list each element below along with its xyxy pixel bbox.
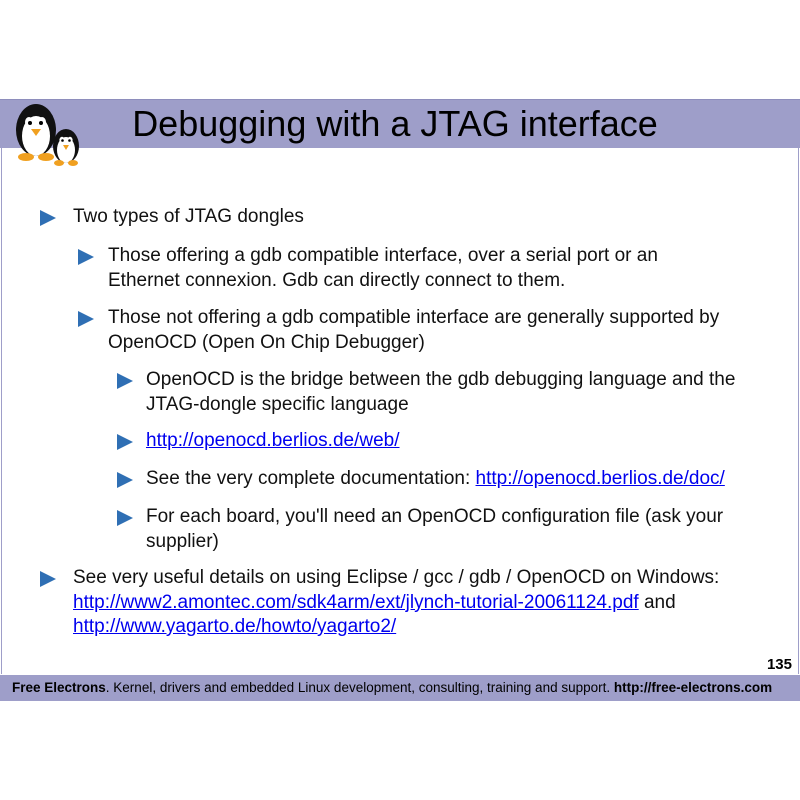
line — [73, 615, 719, 640]
bullet-eclipse-details — [73, 566, 719, 640]
line: supplier) — [146, 530, 219, 552]
slide-footer — [0, 675, 800, 701]
line — [73, 591, 719, 616]
bullet-arrow-icon — [40, 210, 56, 226]
openocd-web-link[interactable]: http://openocd.berlios.de/web/ — [146, 430, 400, 451]
bullet-arrow-icon — [40, 571, 56, 587]
line: OpenOCD (Open On Chip Debugger) — [108, 331, 425, 353]
line: Ethernet connexion. Gdb can directly connect to them. — [108, 269, 566, 291]
openocd-doc-link[interactable]: http://openocd.berlios.de/doc/ — [475, 468, 725, 489]
bullet-arrow-icon — [78, 311, 94, 327]
bullet-not-gdb-compatible — [108, 306, 719, 355]
footer-description: . Kernel, drivers and embedded Linux development, consulting, training and support. — [105, 680, 614, 695]
footer-brand: Free Electrons — [12, 680, 106, 695]
bullet-jtag-types: Two types of JTAG dongles — [73, 206, 304, 227]
bullet-arrow-icon — [117, 510, 133, 526]
line: OpenOCD is the bridge between the gdb debugging language and the — [146, 369, 736, 390]
yagarto-link[interactable]: http://www.yagarto.de/howto/yagarto2/ — [73, 616, 397, 637]
footer-url[interactable]: http://free-electrons.com — [613, 680, 773, 695]
bullet-openocd-web — [146, 429, 400, 454]
bullet-arrow-icon — [78, 249, 94, 265]
amontec-tutorial-link[interactable]: http://www2.amontec.com/sdk4arm/ext/jlynch-tutorial-20061124.pdf — [73, 591, 639, 613]
page-number: 135 — [766, 656, 792, 673]
bullet-arrow-icon — [117, 472, 133, 488]
and-text: and — [638, 591, 676, 613]
bullet-arrow-icon — [117, 373, 133, 389]
line: See very useful details on using Eclipse / gcc / gdb / OpenOCD on Windows: — [73, 567, 720, 588]
bullet-openocd-bridge — [146, 368, 735, 417]
footer-text — [12, 680, 772, 695]
line: Those offering a gdb compatible interface, over a serial port or an — [108, 245, 658, 266]
slide-title: Debugging with a JTAG interface — [132, 103, 658, 144]
bullet-documentation — [146, 467, 725, 492]
documentation-text: See the very complete documentation: — [146, 468, 476, 489]
line: Those not offering a gdb compatible interface are generally supported by — [108, 307, 720, 328]
slide — [0, 99, 800, 701]
line: For each board, you'll need an OpenOCD configuration file (ask your — [146, 506, 724, 527]
bullet-gdb-compatible — [108, 244, 658, 293]
bullet-board-config — [146, 505, 723, 554]
line: JTAG-dongle specific language — [146, 393, 409, 415]
bullet-arrow-icon — [117, 434, 133, 450]
slide-header — [0, 99, 800, 148]
